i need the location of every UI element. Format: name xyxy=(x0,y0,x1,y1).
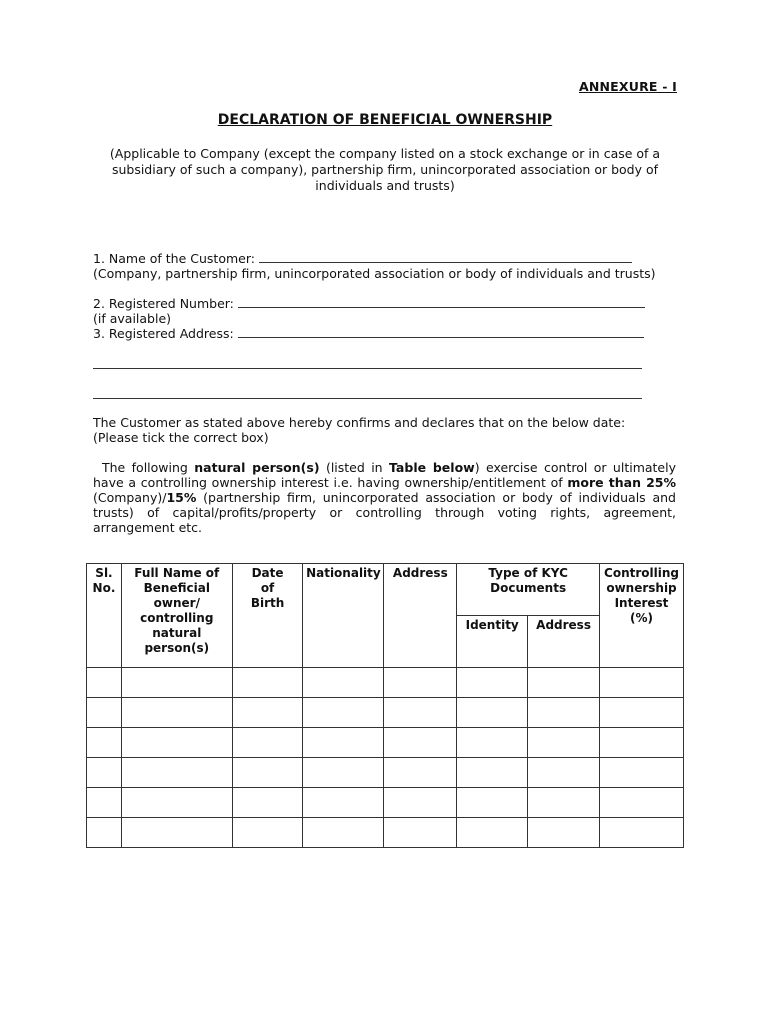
header-name-line1: Full Name of xyxy=(134,566,220,580)
table-cell[interactable] xyxy=(600,758,684,788)
header-dob-line1: Date xyxy=(251,566,284,580)
table-row xyxy=(87,668,684,698)
declaration-line-1: The Customer as stated above hereby confirms and declares that on the below date: xyxy=(93,415,626,430)
annexure-label: ANNEXURE - I xyxy=(578,79,677,94)
table-cell[interactable] xyxy=(232,698,303,728)
table-cell[interactable] xyxy=(87,698,122,728)
table-row xyxy=(87,758,684,788)
header-kyc-address: Address xyxy=(528,616,600,668)
reg-address-line-2[interactable] xyxy=(93,368,642,369)
header-dob-line2: of xyxy=(260,581,275,595)
customer-name-row xyxy=(93,251,632,266)
table-cell[interactable] xyxy=(232,668,303,698)
table-cell[interactable] xyxy=(232,788,303,818)
table-cell[interactable] xyxy=(121,818,232,848)
para-bold-table-below: Table below xyxy=(389,460,475,475)
table-cell[interactable] xyxy=(121,728,232,758)
reg-number-note: (if available) xyxy=(93,311,172,326)
table-cell[interactable] xyxy=(121,698,232,728)
table-cell[interactable] xyxy=(528,758,600,788)
table-cell[interactable] xyxy=(303,728,384,758)
table-row xyxy=(87,788,684,818)
table-cell[interactable] xyxy=(232,758,303,788)
header-nationality: Nationality xyxy=(303,564,384,668)
header-name-line6: person(s) xyxy=(144,641,210,655)
table-cell[interactable] xyxy=(384,758,457,788)
table-cell[interactable] xyxy=(528,698,600,728)
para-bold-natural-persons: natural person(s) xyxy=(194,460,320,475)
header-kyc-line2: Documents xyxy=(490,581,567,595)
reg-number-row xyxy=(93,296,645,311)
reg-address-label: 3. Registered Address: xyxy=(93,326,234,341)
header-controlling-interest xyxy=(600,564,684,668)
table-cell[interactable] xyxy=(600,818,684,848)
table-cell[interactable] xyxy=(528,818,600,848)
page-title: DECLARATION OF BENEFICIAL OWNERSHIP xyxy=(217,112,553,128)
table-cell[interactable] xyxy=(121,668,232,698)
table-cell[interactable] xyxy=(600,788,684,818)
table-cell[interactable] xyxy=(232,818,303,848)
para-bold-15-percent: 15% xyxy=(166,490,197,505)
table-cell[interactable] xyxy=(303,818,384,848)
table-cell[interactable] xyxy=(303,788,384,818)
header-address: Address xyxy=(384,564,457,668)
table-row xyxy=(87,728,684,758)
header-name-line4: controlling xyxy=(140,611,214,625)
table-cell[interactable] xyxy=(87,758,122,788)
header-sl-line2: No. xyxy=(92,581,116,595)
table-cell[interactable] xyxy=(528,668,600,698)
header-sl-no xyxy=(87,564,122,668)
table-cell[interactable] xyxy=(457,788,528,818)
table-cell[interactable] xyxy=(528,788,600,818)
header-name-line5: natural xyxy=(152,626,202,640)
header-interest-line4: (%) xyxy=(630,611,653,625)
header-kyc-identity: Identity xyxy=(457,616,528,668)
header-kyc-documents xyxy=(457,564,600,616)
header-date-of-birth xyxy=(232,564,303,668)
reg-number-field[interactable] xyxy=(238,297,645,308)
table-cell[interactable] xyxy=(457,758,528,788)
table-cell[interactable] xyxy=(384,818,457,848)
header-interest-line3: Interest xyxy=(614,596,669,610)
header-name-line2: Beneficial xyxy=(143,581,210,595)
table-cell[interactable] xyxy=(121,788,232,818)
table-cell[interactable] xyxy=(87,728,122,758)
para-text-3: ) exercise control or ultimately have a controlling ownership interest i.e. having ownership/entitlement of xyxy=(93,460,676,490)
header-name-line3: owner/ xyxy=(153,596,200,610)
table-cell[interactable] xyxy=(384,788,457,818)
header-interest-line1: Controlling xyxy=(604,566,679,580)
table-cell[interactable] xyxy=(457,668,528,698)
reg-number-label: 2. Registered Number: xyxy=(93,296,234,311)
table-cell[interactable] xyxy=(384,668,457,698)
table-cell[interactable] xyxy=(384,728,457,758)
table-cell[interactable] xyxy=(232,728,303,758)
para-bold-25-percent: more than 25% xyxy=(567,475,676,490)
table-cell[interactable] xyxy=(303,668,384,698)
table-cell[interactable] xyxy=(87,818,122,848)
table-row xyxy=(87,818,684,848)
table-cell[interactable] xyxy=(87,668,122,698)
reg-address-field[interactable] xyxy=(238,327,644,338)
page-subtitle: (Applicable to Company (except the company listed on a stock exchange or in case of a subsidiary of such a company), partnership firm, unincorporated association or body of individuals and trusts) xyxy=(109,146,661,193)
header-kyc-line1: Type of KYC xyxy=(488,566,568,580)
beneficial-owner-table xyxy=(86,563,684,848)
header-interest-line2: ownership xyxy=(606,581,677,595)
para-text-4: (Company)/ xyxy=(93,490,167,505)
table-cell[interactable] xyxy=(121,758,232,788)
header-dob-line3: Birth xyxy=(250,596,285,610)
table-cell[interactable] xyxy=(457,728,528,758)
customer-name-note: (Company, partnership firm, unincorporated association or body of individuals and trusts) xyxy=(93,266,656,281)
reg-address-line-3[interactable] xyxy=(93,398,642,399)
table-cell[interactable] xyxy=(528,728,600,758)
table-cell[interactable] xyxy=(600,668,684,698)
table-cell[interactable] xyxy=(600,728,684,758)
para-text-2: (listed in xyxy=(319,460,390,475)
customer-name-label: 1. Name of the Customer: xyxy=(93,251,255,266)
reg-address-row xyxy=(93,326,644,341)
declaration-line-2: (Please tick the correct box) xyxy=(93,430,269,445)
table-cell[interactable] xyxy=(384,698,457,728)
table-cell[interactable] xyxy=(303,758,384,788)
para-text-1: The following xyxy=(102,460,195,475)
table-cell[interactable] xyxy=(87,788,122,818)
table-row xyxy=(87,698,684,728)
para-text-5: (partnership firm, unincorporated association or body of individuals and trusts) of capital/profits/property or controlling through voting rights, agreement, arrangement etc. xyxy=(93,490,676,535)
table-cell[interactable] xyxy=(600,698,684,728)
table-cell[interactable] xyxy=(457,818,528,848)
ownership-paragraph xyxy=(93,460,676,535)
customer-name-field[interactable] xyxy=(259,252,632,263)
header-full-name xyxy=(121,564,232,668)
table-cell[interactable] xyxy=(303,698,384,728)
table-cell[interactable] xyxy=(457,698,528,728)
header-sl-line1: Sl. xyxy=(95,566,113,580)
owner-rows xyxy=(87,668,684,848)
